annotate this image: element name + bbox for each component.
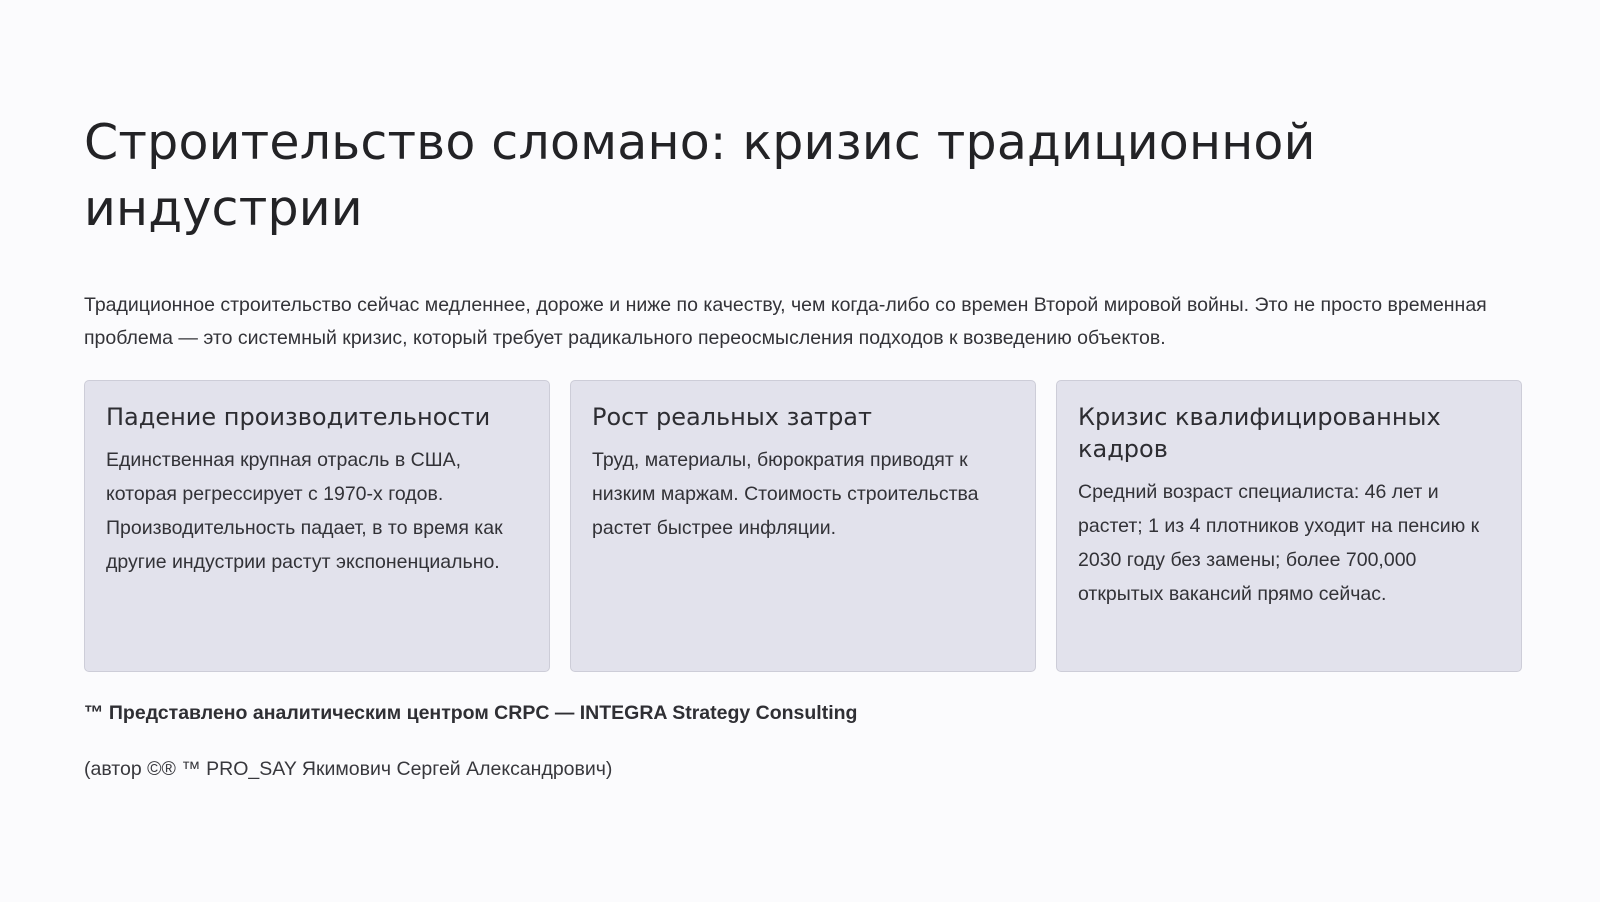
card-title: Падение производительности bbox=[106, 403, 491, 431]
card-text: Единственная крупная отрасль в США, которая регрессирует с 1970-х годов. Производительность падает, в то время как другие индустрии растут экспоненциально. bbox=[106, 449, 503, 573]
card-text: Труд, материалы, бюрократия приводят к низким маржам. Стоимость строительства растет быстрее инфляции. bbox=[592, 449, 979, 539]
credit-line: ™ Представлено аналитическим центром CRPC — INTEGRA Strategy Consulting bbox=[84, 702, 858, 724]
card-costs bbox=[570, 380, 1036, 672]
card-text: Средний возраст специалиста: 46 лет и растет; 1 из 4 плотников уходит на пенсию к 2030 году без замены; более 700,000 открытых вакансий прямо сейчас. bbox=[1078, 481, 1480, 605]
card-title: Кризис квалифицированных кадров bbox=[1078, 403, 1441, 463]
card-productivity bbox=[84, 380, 550, 672]
slide bbox=[84, 110, 1524, 784]
cards-row bbox=[84, 380, 1524, 672]
card-title: Рост реальных затрат bbox=[592, 403, 872, 431]
page-title: Строительство сломано: кризис традиционной индустрии bbox=[84, 114, 1316, 237]
intro-paragraph: Традиционное строительство сейчас медленнее, дороже и ниже по качеству, чем когда-либо со времен Второй мировой войны. Это не просто временная проблема — это системный кризис, который требует радикального переосмысления подходов к возведению объектов. bbox=[84, 294, 1487, 349]
author-line: (автор ©® ™ PRO_SAY Якимович Сергей Александрович) bbox=[84, 758, 613, 780]
card-workforce bbox=[1056, 380, 1522, 672]
